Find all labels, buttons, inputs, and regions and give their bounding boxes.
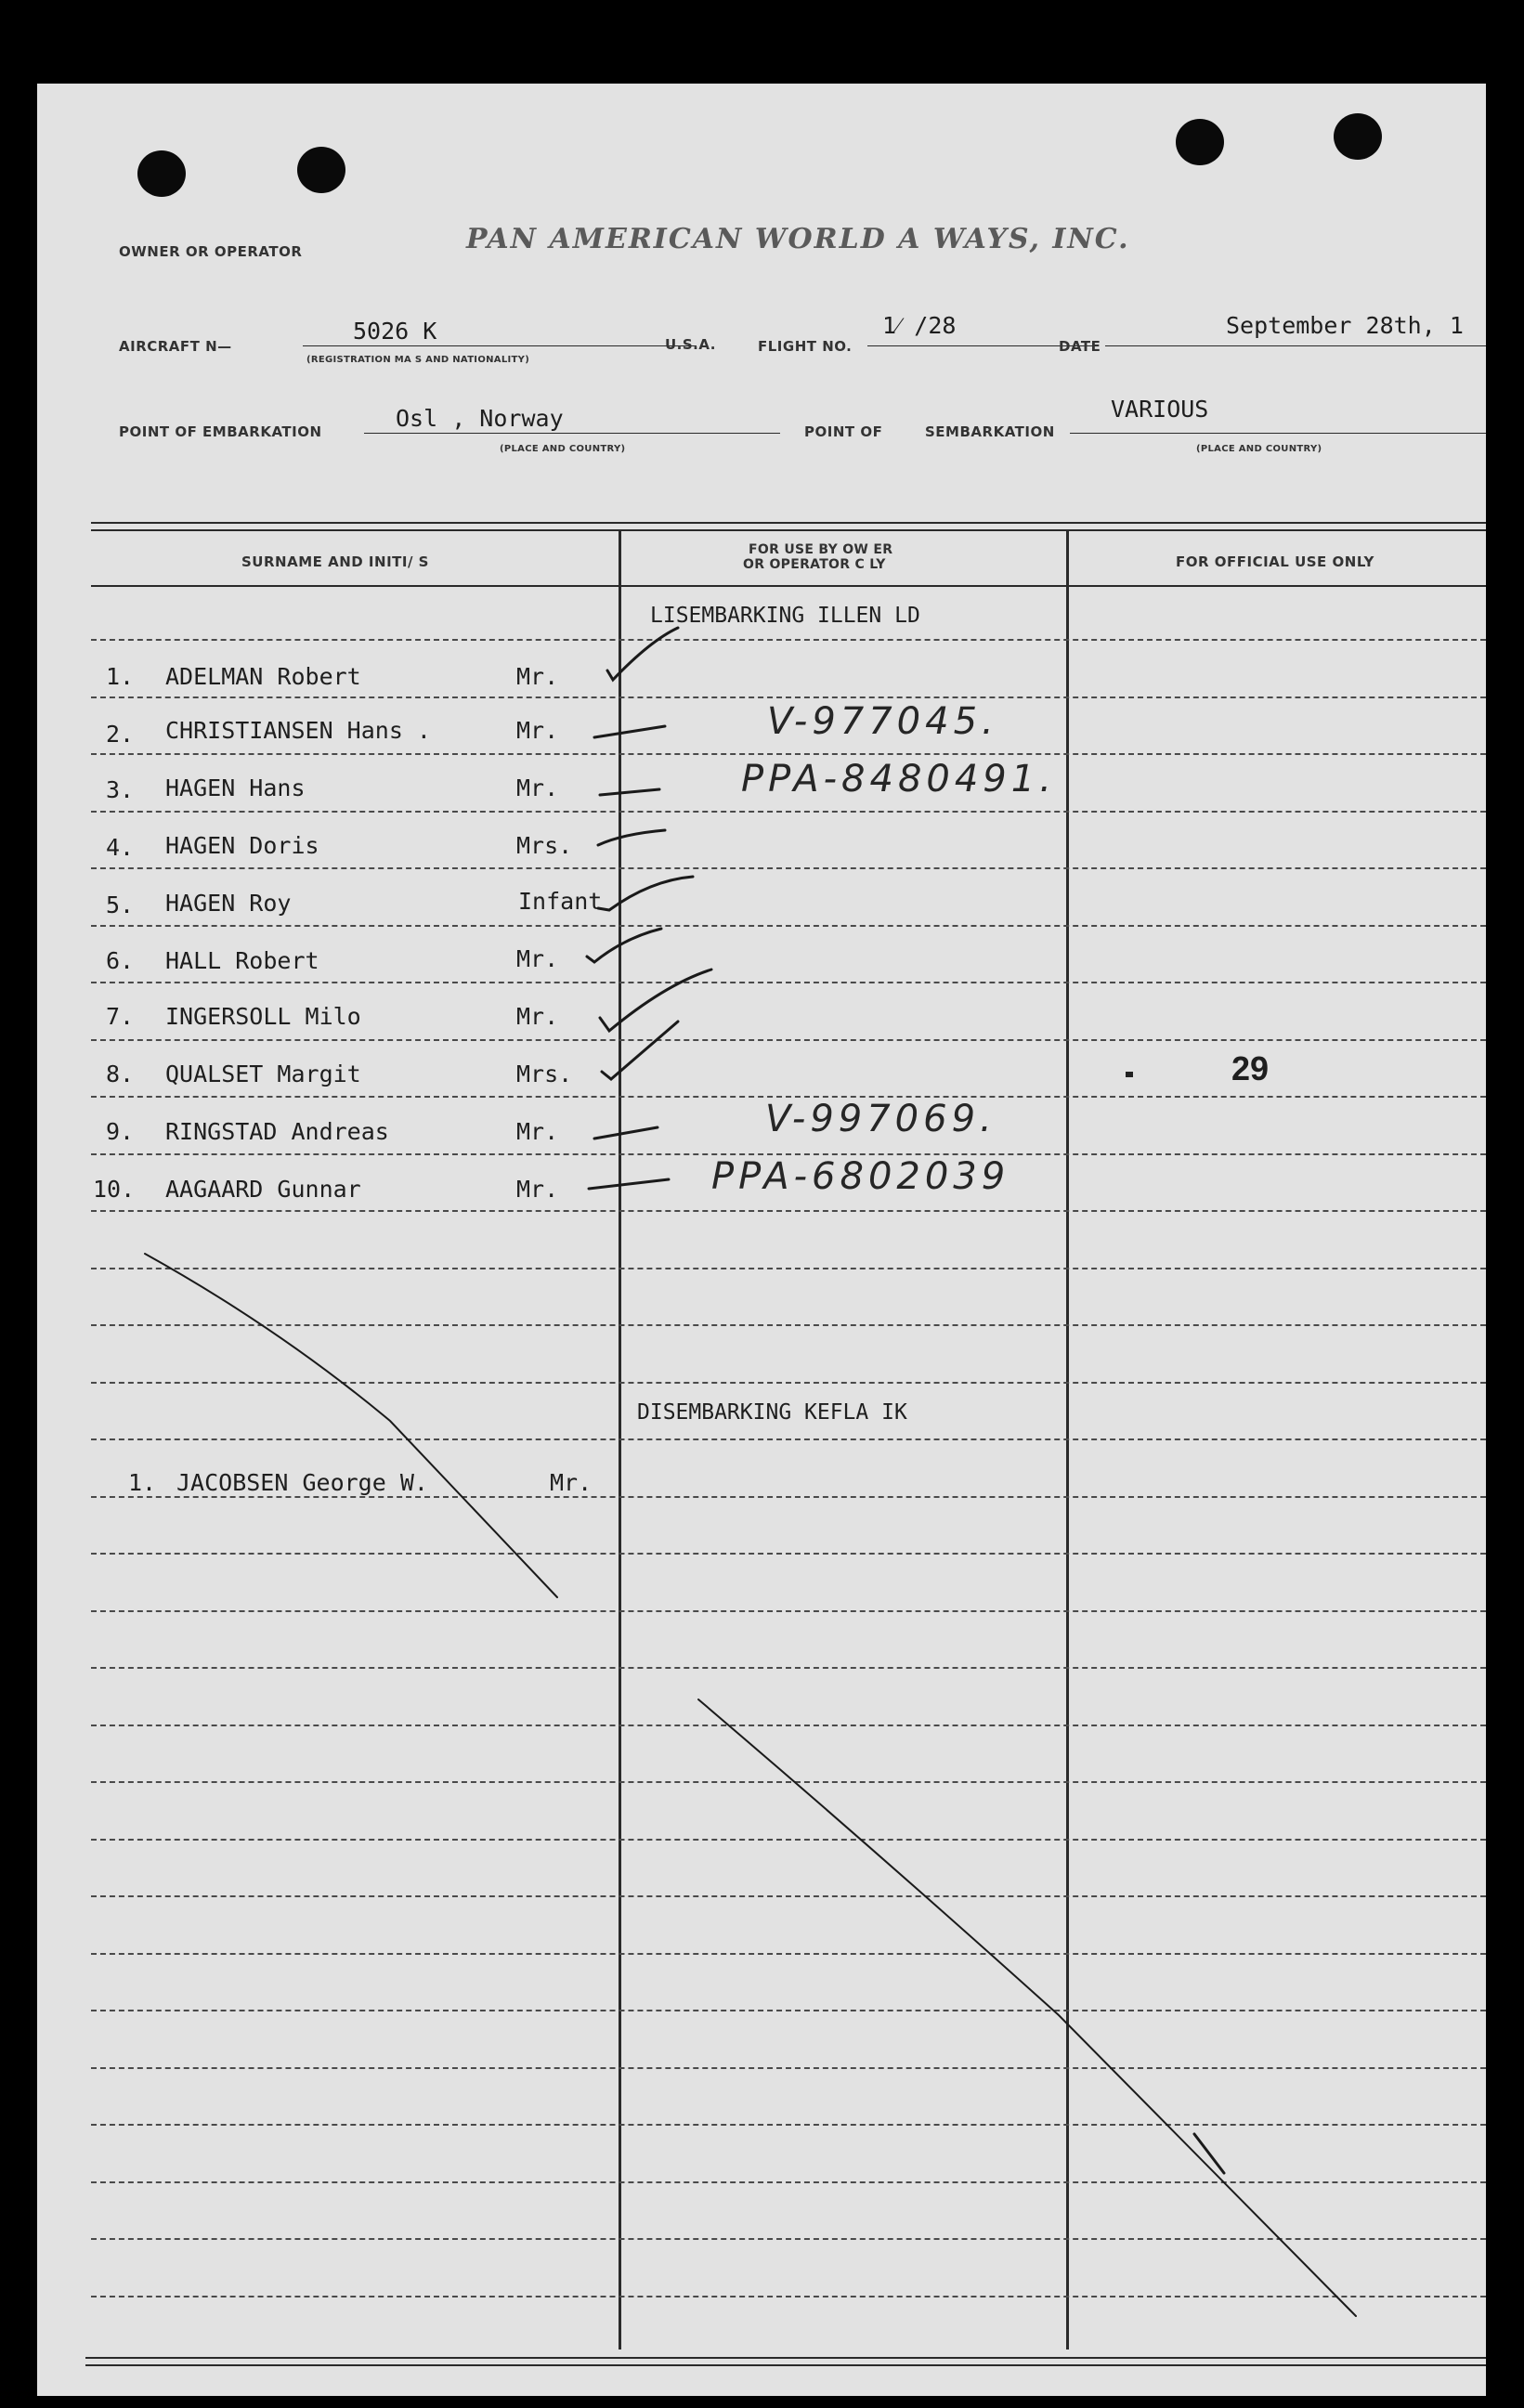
row-number: 1. bbox=[106, 663, 135, 690]
disembarkation-value: VARIOUS bbox=[1111, 396, 1209, 423]
date-value: September 28th, 1 bbox=[1226, 312, 1464, 339]
row-number: 10. bbox=[93, 1176, 136, 1203]
dash-mark bbox=[589, 1179, 669, 1189]
passenger-title: Mr. bbox=[516, 663, 559, 690]
passenger-title: Mr. bbox=[516, 717, 559, 744]
usa-label: U.S.A. bbox=[665, 336, 716, 353]
passenger-title: Mr. bbox=[516, 1118, 559, 1145]
disembarkation-label-1: POINT OF bbox=[804, 423, 883, 440]
cancel-stroke bbox=[698, 1699, 1356, 2316]
dash-mark bbox=[594, 726, 665, 737]
passenger-name: ADELMAN Robert bbox=[165, 663, 361, 690]
row-number: 3. bbox=[106, 776, 135, 803]
row-number: 5. bbox=[106, 892, 135, 918]
passenger-name: INGERSOLL Milo bbox=[165, 1003, 361, 1030]
passenger-name: CHRISTIANSEN Hans . bbox=[165, 717, 431, 744]
passenger-title: Mrs. bbox=[516, 1061, 573, 1087]
row-number: 2. bbox=[106, 721, 135, 748]
check-mark bbox=[602, 1022, 678, 1079]
row-number: 4. bbox=[106, 834, 135, 861]
passenger-name: AAGAARD Gunnar bbox=[165, 1176, 361, 1203]
handwritten-passport-number: PPA-6802039 bbox=[711, 1155, 1010, 1198]
row-number: 1. bbox=[128, 1469, 157, 1496]
date-label: DATE bbox=[1059, 338, 1101, 355]
flight-value: 1⁄ /28 bbox=[882, 312, 957, 339]
column-header-owner-use-2: OR OPERATOR C LY bbox=[743, 557, 886, 572]
passenger-name: HAGEN Doris bbox=[165, 832, 319, 859]
flight-label: FLIGHT NO. bbox=[758, 338, 853, 355]
passenger-title: Mr. bbox=[516, 774, 559, 801]
embarkation-caption: (PLACE AND COUNTRY) bbox=[500, 444, 626, 454]
check-mark bbox=[600, 970, 711, 1031]
passenger-title: Infant bbox=[518, 888, 603, 915]
section-title: DISEMBARKING KEFLA IK bbox=[637, 1400, 907, 1425]
passenger-name: QUALSET Margit bbox=[165, 1061, 361, 1087]
check-mark bbox=[598, 830, 665, 845]
embarkation-value: Osl , Norway bbox=[396, 405, 564, 432]
column-header-official: FOR OFFICIAL USE ONLY bbox=[1176, 553, 1374, 570]
section-title: LISEMBARKING ILLEN LD bbox=[650, 604, 920, 628]
check-mark bbox=[587, 929, 661, 962]
row-number: 9. bbox=[106, 1118, 135, 1145]
handwritten-passport-number: V-997069. bbox=[765, 1098, 996, 1140]
official-mark: 29 bbox=[1231, 1049, 1270, 1087]
passenger-name: HAGEN Roy bbox=[165, 890, 292, 917]
registration-caption: (REGISTRATION MA S AND NATIONALITY) bbox=[306, 355, 530, 365]
passenger-title: Mr. bbox=[550, 1469, 593, 1496]
row-number: 7. bbox=[106, 1003, 135, 1030]
cancel-stroke bbox=[145, 1254, 557, 1597]
row-number: 8. bbox=[106, 1061, 135, 1087]
passenger-name: RINGSTAD Andreas bbox=[165, 1118, 389, 1145]
pen-marks bbox=[37, 84, 1486, 2396]
disembarkation-caption: (PLACE AND COUNTRY) bbox=[1196, 444, 1322, 454]
row-number: 6. bbox=[106, 947, 135, 974]
owner-label: OWNER OR OPERATOR bbox=[119, 243, 303, 260]
owner-value: PAN AMERICAN WORLD A WAYS, INC. bbox=[466, 223, 1130, 255]
handwritten-passport-number: V-977045. bbox=[767, 700, 998, 743]
column-header-surname: SURNAME AND INITI/ S bbox=[241, 553, 429, 570]
column-header-owner-use-1: FOR USE BY OW ER bbox=[749, 542, 893, 557]
check-mark bbox=[607, 628, 678, 680]
passenger-name: JACOBSEN George W. bbox=[176, 1469, 428, 1496]
passenger-title: Mr. bbox=[516, 1176, 559, 1203]
disembarkation-label-2: SEMBARKATION bbox=[925, 423, 1055, 440]
passenger-title: Mrs. bbox=[516, 832, 573, 859]
passenger-title: Mr. bbox=[516, 1003, 559, 1030]
passenger-title: Mr. bbox=[516, 945, 559, 972]
manifest-sheet bbox=[37, 84, 1486, 2396]
dash-mark bbox=[600, 789, 659, 795]
passenger-name: HALL Robert bbox=[165, 947, 319, 974]
check-mark bbox=[598, 877, 693, 910]
passenger-name: HAGEN Hans bbox=[165, 774, 306, 801]
handwritten-passport-number: PPA-8480491. bbox=[741, 758, 1056, 800]
embarkation-label: POINT OF EMBARKATION bbox=[119, 423, 322, 440]
aircraft-label: AIRCRAFT N— bbox=[119, 338, 232, 355]
dash-mark bbox=[594, 1127, 658, 1139]
aircraft-value: 5026 K bbox=[353, 318, 437, 345]
